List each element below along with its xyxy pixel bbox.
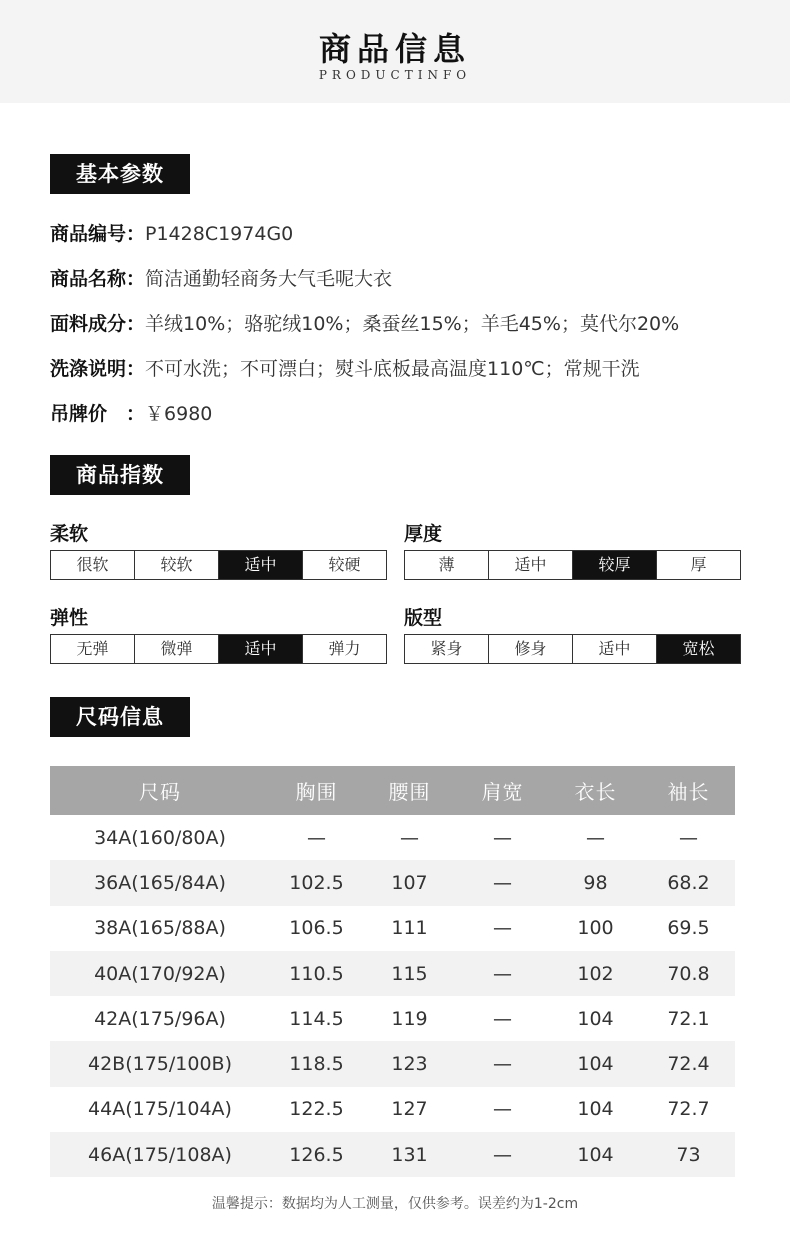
table-row [50, 1041, 735, 1086]
table-cell: — [586, 826, 605, 849]
table-cell: 111 [391, 917, 428, 940]
page-header [0, 0, 790, 103]
table-cell: 46A(175/108A) [50, 1132, 270, 1177]
table-cell: 72.4 [642, 1041, 735, 1086]
table-cell: 104 [549, 1041, 642, 1086]
table-cell: 126.5 [270, 1132, 363, 1177]
scale-title: 弹性 [50, 607, 89, 629]
section-tag-basic: 基本参数 [50, 154, 190, 194]
table-cell: 115 [363, 951, 456, 996]
param-row-name [50, 263, 780, 308]
scale-options [404, 634, 741, 664]
scale-elasticity [50, 604, 387, 664]
scale-option: 薄 [405, 551, 489, 579]
section-tag-index: 商品指数 [50, 455, 190, 495]
param-value: 不可水洗；不可漂白；熨斗底板最高温度110℃；常规干洗 [145, 358, 640, 380]
table-cell: — [493, 1098, 512, 1121]
table-cell: — [456, 1041, 549, 1086]
table-cell: 102 [549, 951, 642, 996]
table-cell: 104 [577, 1007, 614, 1030]
basic-params [50, 218, 780, 443]
table-cell: 72.7 [667, 1098, 710, 1121]
param-label: 吊牌价 ： [50, 403, 146, 425]
param-value: 简洁通勤轻商务大气毛呢大衣 [145, 268, 393, 290]
scale-option: 适中 [219, 635, 303, 663]
scale-softness [50, 520, 387, 580]
scale-option: 较厚 [573, 551, 657, 579]
scale-options [50, 550, 387, 580]
column-header: 衣长 [549, 766, 642, 815]
table-cell: — [456, 951, 549, 996]
scale-title: 版型 [404, 607, 443, 629]
param-label: 商品编号： [50, 223, 146, 245]
table-cell: — [307, 826, 326, 849]
param-value: ￥6980 [145, 403, 213, 425]
table-cell: 110.5 [270, 951, 363, 996]
table-cell: 34A(160/80A) [94, 826, 226, 849]
scale-option: 适中 [219, 551, 303, 579]
scale-option: 适中 [573, 635, 657, 663]
scale-option: 较硬 [328, 555, 361, 574]
table-cell: — [456, 860, 549, 905]
scale-option: 紧身 [405, 635, 489, 663]
table-cell: 42A(175/96A) [94, 1007, 226, 1030]
table-cell: 98 [549, 860, 642, 905]
table-cell: 106.5 [289, 917, 344, 940]
scale-title: 柔软 [50, 523, 89, 545]
table-row [50, 815, 735, 860]
scale-option: 无弹 [51, 635, 135, 663]
scale-option: 弹力 [328, 639, 361, 658]
param-row-code [50, 218, 780, 263]
table-cell: 100 [577, 917, 614, 940]
table-cell: 70.8 [642, 951, 735, 996]
page-subtitle: PRODUCTINFO [318, 68, 472, 82]
size-table [50, 766, 735, 1177]
table-cell: — [400, 826, 419, 849]
param-label: 面料成分： [50, 313, 146, 335]
param-row-price [50, 398, 780, 443]
table-cell: 38A(165/88A) [94, 917, 226, 940]
column-header: 腰围 [363, 766, 456, 815]
column-header: 尺码 [50, 766, 270, 815]
table-row [50, 860, 735, 905]
table-cell: 119 [391, 1007, 428, 1030]
scale-options [404, 550, 741, 580]
table-cell: 114.5 [289, 1007, 344, 1030]
param-row-wash [50, 353, 780, 398]
table-cell: 107 [363, 860, 456, 905]
size-table-header [50, 766, 735, 815]
table-row [50, 906, 735, 951]
param-label: 洗涤说明： [50, 358, 146, 380]
measurement-note: 温馨提示：数据均为人工测量，仅供参考。误差约为1-2cm [211, 1196, 579, 1212]
table-row [50, 951, 735, 996]
table-cell: 104 [577, 1098, 614, 1121]
table-cell: 104 [549, 1132, 642, 1177]
scale-option: 宽松 [657, 635, 740, 663]
scale-title: 厚度 [404, 523, 443, 545]
table-cell: 40A(170/92A) [50, 951, 270, 996]
table-cell: 131 [363, 1132, 456, 1177]
scale-thickness [404, 520, 741, 580]
column-header: 肩宽 [456, 766, 549, 815]
table-cell: 69.5 [667, 917, 710, 940]
table-cell: 118.5 [270, 1041, 363, 1086]
table-cell: 36A(165/84A) [50, 860, 270, 905]
table-cell: — [493, 917, 512, 940]
param-value: P1428C1974G0 [145, 223, 294, 245]
table-row [50, 1132, 735, 1177]
table-cell: 72.1 [667, 1007, 710, 1030]
page-title: 商品信息 [318, 30, 471, 68]
table-cell: 42B(175/100B) [50, 1041, 270, 1086]
param-value: 羊绒10%；骆驼绒10%；桑蚕丝15%；羊毛45%；莫代尔20% [145, 313, 680, 335]
table-cell: 123 [363, 1041, 456, 1086]
scale-option: 很软 [51, 551, 135, 579]
scale-option: 较软 [135, 551, 219, 579]
scale-options [50, 634, 387, 664]
section-tag-size: 尺码信息 [50, 697, 190, 737]
scale-option: 修身 [489, 635, 573, 663]
table-row [50, 1087, 735, 1132]
column-header: 胸围 [270, 766, 363, 815]
column-header: 袖长 [642, 766, 735, 815]
table-cell: 127 [391, 1098, 428, 1121]
table-cell: — [493, 826, 512, 849]
table-cell: 68.2 [642, 860, 735, 905]
scale-option: 厚 [690, 555, 707, 574]
param-label: 商品名称： [50, 268, 146, 290]
table-cell: — [456, 1132, 549, 1177]
scale-option: 微弹 [135, 635, 219, 663]
param-row-fabric [50, 308, 780, 353]
scale-fit [404, 604, 741, 664]
table-row [50, 996, 735, 1041]
table-cell: — [493, 1007, 512, 1030]
table-cell: 102.5 [270, 860, 363, 905]
scale-option: 适中 [489, 551, 573, 579]
table-cell: 73 [642, 1132, 735, 1177]
table-cell: 44A(175/104A) [88, 1098, 232, 1121]
table-cell: 122.5 [289, 1098, 344, 1121]
table-cell: — [679, 826, 698, 849]
